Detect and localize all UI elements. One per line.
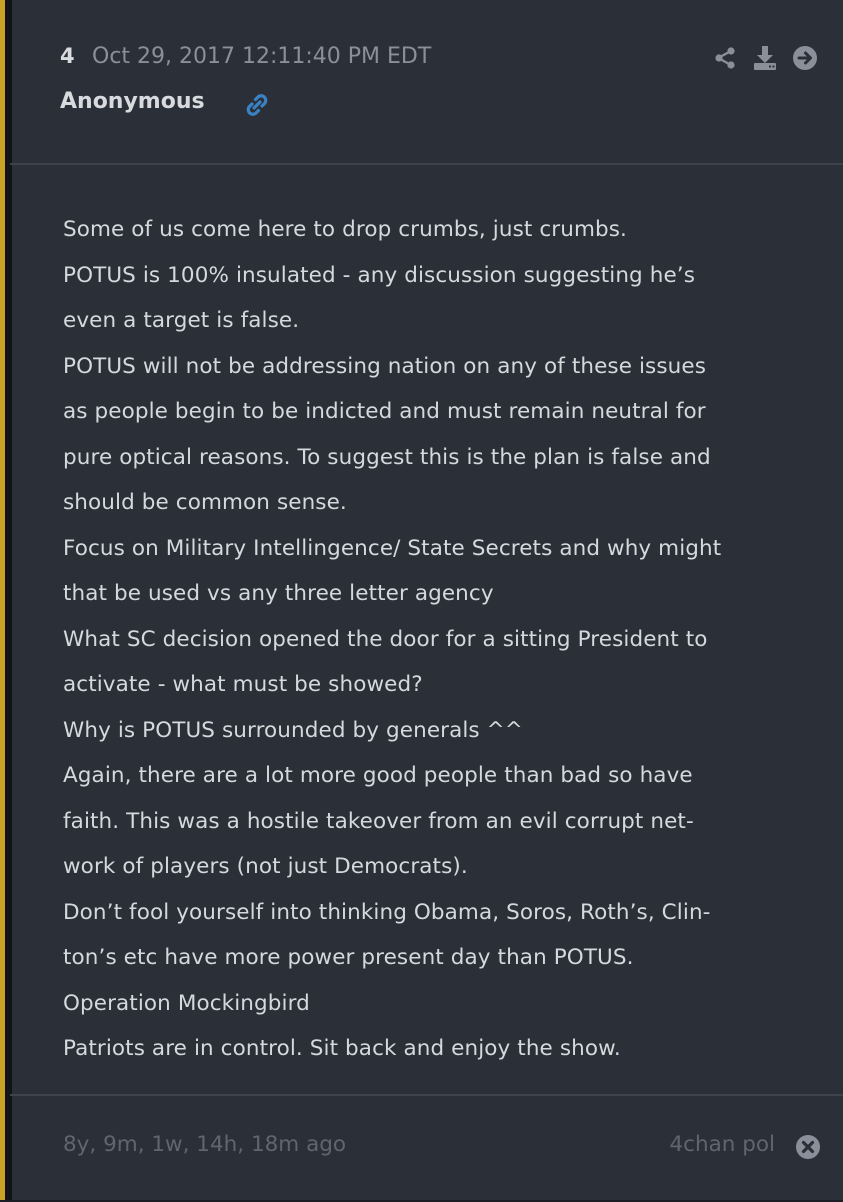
- post-body-line: Focus on Military Intellingence/ State Secrets and why might: [63, 535, 722, 561]
- share-icon[interactable]: [712, 44, 738, 72]
- source-board: 4chan pol: [669, 1132, 775, 1157]
- post-body-line: Why is POTUS surrounded by generals ^^: [63, 717, 523, 743]
- post-body-line: that be used vs any three letter agency: [63, 581, 494, 606]
- post-body-line: What SC decision opened the door for a sitting President to: [63, 626, 708, 652]
- link-icon[interactable]: [243, 92, 271, 118]
- post-body-line: Operation Mockingbird: [63, 990, 310, 1016]
- post-body-line: Again, there are a lot more good people than bad so have: [63, 763, 693, 788]
- post-body-line: ton’s etc have more power present day than POTUS.: [63, 945, 634, 970]
- post-body: [63, 207, 823, 1072]
- post-body-line: POTUS will not be addressing nation on any of these issues: [63, 353, 707, 379]
- post-body-line: should be common sense.: [63, 490, 347, 515]
- arrow-right-circle-icon[interactable]: [792, 44, 818, 72]
- post-body-line: as people begin to be indicted and must remain neutral for: [63, 399, 706, 424]
- close-circle-icon[interactable]: [795, 1134, 821, 1160]
- time-ago: 8y, 9m, 1w, 14h, 18m ago: [63, 1132, 347, 1157]
- post-body-line: activate - what must be showed?: [63, 672, 423, 697]
- post-body-line: work of players (not just Democrats).: [63, 854, 468, 879]
- post-body-line: Patriots are in control. Sit back and enjoy the show.: [63, 1036, 621, 1061]
- post-date: Oct 29, 2017 12:11:40 PM EDT: [92, 44, 432, 69]
- post-number: 4: [60, 44, 75, 68]
- post-header: [10, 0, 843, 165]
- post-body-line: faith. This was a hostile takeover from an evil corrupt net-: [63, 808, 694, 834]
- post-body-line: Don’t fool yourself into thinking Obama, Soros, Roth’s, Clin-: [63, 899, 711, 925]
- download-icon[interactable]: [752, 44, 778, 72]
- post-body-line: pure optical reasons. To suggest this is the plan is false and: [63, 444, 711, 470]
- post-body-line: even a target is false.: [63, 308, 300, 333]
- post-author: Anonymous: [60, 89, 205, 114]
- post-body-line: POTUS is 100% insulated - any discussion suggesting he’s: [63, 262, 696, 288]
- post-actions: [712, 44, 818, 72]
- post-footer: [10, 1094, 843, 1202]
- post-body-line: Some of us come here to drop crumbs, just crumbs.: [63, 217, 627, 242]
